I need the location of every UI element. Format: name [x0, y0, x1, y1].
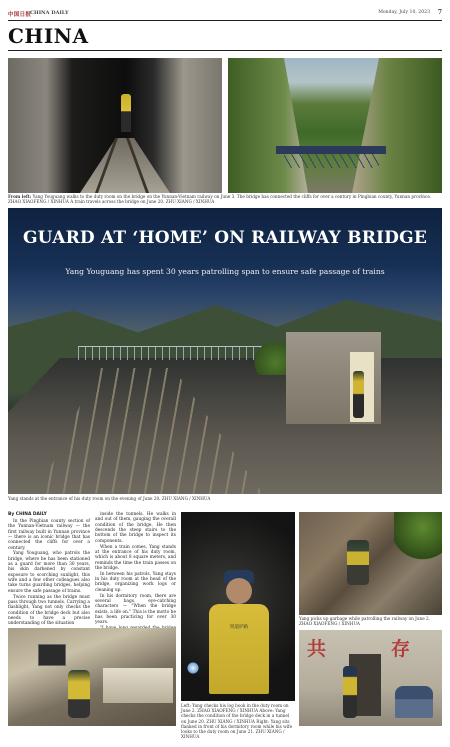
caption-text: Yang Youguang walks to the duty room on the bridge on the Yunnan-Vietnam railway on June 3. The bridge has connected the cliffs for over a century in Pingbian county, Yunnan province. ZHAO XIAOFENG / XINHUA A train travels across the bridge on June 20. ZHU XIANG / XINHUA — [8, 194, 432, 205]
tunnel-bridge-photo — [8, 58, 222, 193]
bridge-truss — [284, 154, 379, 168]
patrol-caption: Yang picks up garbage while patrolling the railway on June 2. ZHAO XIAOFENG / XINHUA — [299, 616, 431, 627]
caption-lead: From left: — [8, 194, 32, 199]
train-on-bridge — [276, 146, 386, 154]
guard-at-door — [353, 371, 364, 418]
section-rule — [8, 50, 442, 51]
flashlight-portrait-photo — [181, 512, 295, 701]
byline: By CHINA DAILY — [8, 512, 47, 517]
photo-group-caption: Left: Yang checks his log book in the duty room on June 2. ZHAO XIAOFENG / XINHUA Above: Yang checks the condition of the bridge deck in a tunnel on June 20. ZHU XIANG / XINHUA Right: Yang sits flanked in front of his dormitory room while his wife looks to the duty room on June 21. ZHU XIANG / XINHUA — [181, 703, 293, 740]
section-title: CHINA — [8, 24, 89, 48]
cliff-right — [352, 58, 442, 193]
paragraph: When a train comes, Yang stands at the entrance of his duty room, which is about 8 square meters, and reminds the time the train passes on the bridge. — [95, 544, 176, 571]
wall-character: 共 — [307, 638, 327, 660]
dormitory-photo — [299, 630, 442, 726]
valley-train-photo — [228, 58, 442, 193]
page-number: 7 — [437, 9, 442, 16]
hero-photo — [8, 208, 442, 494]
issue-date: Monday, July 10, 2023 — [378, 10, 430, 15]
subheadline: Yang Youguang has spent 30 years patrolling span to ensure safe passage of trains — [65, 267, 385, 276]
paragraph: In the Pingbian county section of the Yunnan-Vietnam railway — the first railway built in Yunnan province — there is an iconic bridge that has connected the cliffs for over a century. — [8, 518, 90, 551]
guard-writing-log — [68, 670, 90, 718]
bridge-deck — [80, 138, 170, 193]
vest-lettering: 铁道护路 — [230, 625, 248, 630]
paragraph: In his dormitory room, there are several bags, eye-catching characters — "When the bridge exists, a life on." This is the motto he has been practicing for over 30 years. — [95, 593, 176, 626]
television — [38, 644, 66, 666]
article-column-2 — [95, 512, 176, 624]
guard-face — [226, 578, 252, 604]
newspaper-logo: 中国日报 — [8, 12, 32, 18]
paragraph: inside the tunnels. He walks in and out of them, gauging the overall condition of the bridge. He then descends the steep stairs to the bottom of the bridge to inspect its components. — [95, 512, 176, 544]
masthead — [8, 8, 442, 20]
patrol-garbage-photo — [299, 512, 442, 615]
article-column-1 — [8, 512, 90, 627]
bed — [103, 668, 173, 703]
masthead-rule — [8, 20, 442, 21]
headline: GUARD AT ‘HOME’ ON RAILWAY BRIDGE — [22, 228, 428, 248]
flashlight-glow — [187, 662, 199, 674]
hero-caption: Yang stands at the entrance of his duty room on the evening of June 20. ZHU XIANG / XINHUA — [8, 496, 211, 501]
cliff-left — [228, 58, 308, 193]
paragraph: Twice running as the bridge must pass through two tunnels. Carrying a flashlight, Yang not only checks the condition of the bridge deck but also needs to have a precise understanding of the situation — [8, 594, 90, 627]
wife-seated — [395, 686, 433, 718]
guard-figure — [121, 94, 131, 132]
top-photo-caption — [8, 194, 442, 205]
guard-standing — [343, 666, 357, 718]
paragraph: In between his patrols, Yang stays in his duty room at the head of the bridge, organizing work logs or cleaning up. — [95, 571, 176, 593]
safety-vest — [209, 604, 269, 694]
foliage — [394, 512, 442, 562]
newspaper-name: CHINA DAILY — [30, 10, 69, 16]
paragraph: Yang Youguang, who patrols the bridge, where he has been stationed as a guard for more than 30 years, his skin darkened by constant exposure to scorching sunlight, this wife and a few other colleagues also take turns guarding bridges, helping ensure the safe passage of trains. — [8, 551, 90, 594]
duty-room-photo — [8, 628, 176, 726]
guard-picking-garbage — [347, 540, 369, 585]
wall-character: 存 — [391, 638, 411, 660]
